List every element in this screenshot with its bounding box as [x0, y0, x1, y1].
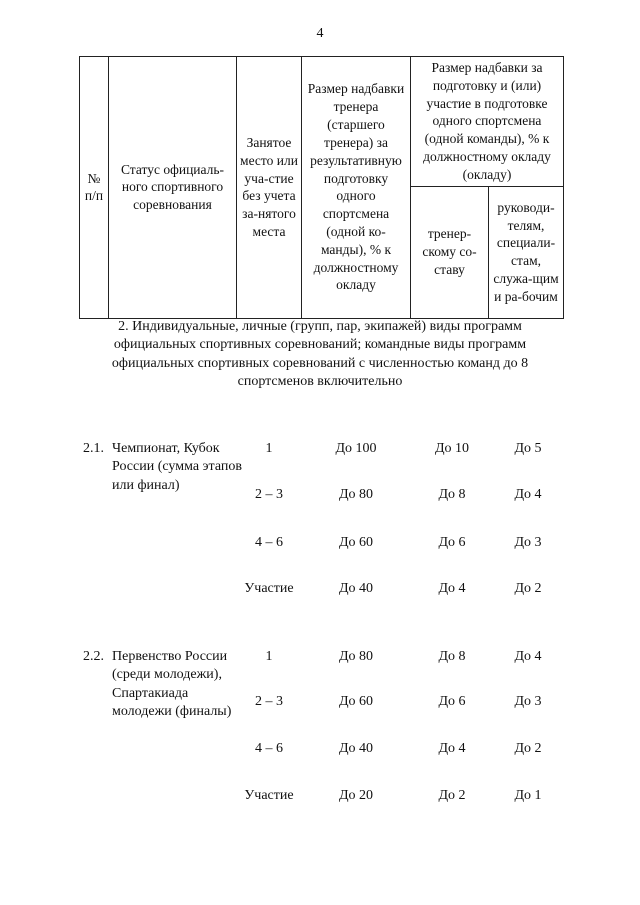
coach-allowance-cell: До 40 [338, 741, 374, 756]
place-cell: 2 – 3 [255, 694, 283, 709]
place-cell: 2 – 3 [255, 487, 283, 502]
staff-allowance-cell: До 4 [514, 487, 542, 502]
trainers-allowance-cell: До 6 [438, 535, 466, 550]
coach-allowance-cell: До 100 [335, 441, 377, 456]
place-cell: 1 [265, 441, 273, 456]
header-col-coach: Размер надбавки тренера (старшего тренера) за результативную подготовку одного спортсмена (одной ко-манды), % к должностному окладу [302, 57, 411, 319]
header-col-prep-group: Размер надбавки за подготовку и (или) участие в подготовке одного спортсмена (одной команды), % к должностному окладу (окладу) [411, 57, 564, 187]
trainers-allowance-cell: До 4 [438, 581, 466, 596]
place-cell: Участие [244, 581, 294, 596]
trainers-allowance-cell: До 10 [434, 441, 470, 456]
header-col-place: Занятое место или уча-стие без учета за-нятого места [237, 57, 302, 319]
header-col-prep-staff: руководи-телям, специали-стам, служа-щим и ра-бочим [489, 186, 564, 318]
coach-allowance-cell: До 80 [338, 487, 374, 502]
group-number: 2.2. [83, 649, 104, 664]
section-title: 2. Индивидуальные, личные (групп, пар, экипажей) виды программ официальных спортивных соревнований; командные виды программ официальных спортивных соревнований с численностью команд до 8 спортсменов включительно [111, 319, 529, 390]
staff-allowance-cell: До 2 [514, 741, 542, 756]
competition-status: Первенство России (среди молодежи), Спартакиада молодежи (финалы) [112, 649, 232, 720]
competition-status: Чемпионат, Кубок России (сумма этапов или финал) [112, 441, 242, 493]
trainers-allowance-cell: До 4 [438, 741, 466, 756]
coach-allowance-cell: До 60 [338, 535, 374, 550]
coach-allowance-cell: До 80 [338, 649, 374, 664]
staff-allowance-cell: До 3 [514, 694, 542, 709]
table-header [79, 56, 564, 319]
place-cell: 1 [265, 649, 273, 664]
place-cell: Участие [244, 788, 294, 803]
staff-allowance-cell: До 2 [514, 581, 542, 596]
staff-allowance-cell: До 1 [514, 788, 542, 803]
staff-allowance-cell: До 4 [514, 649, 542, 664]
header-col-num: № п/п [80, 57, 109, 319]
header-col-status: Статус официаль-ного спортивного соревнования [109, 57, 237, 319]
header-col-prep-trainers: тренер-скому со-ставу [411, 186, 489, 318]
staff-allowance-cell: До 5 [514, 441, 542, 456]
place-cell: 4 – 6 [255, 535, 283, 550]
coach-allowance-cell: До 60 [338, 694, 374, 709]
group-number: 2.1. [83, 441, 104, 456]
coach-allowance-cell: До 40 [338, 581, 374, 596]
trainers-allowance-cell: До 8 [438, 487, 466, 502]
trainers-allowance-cell: До 6 [438, 694, 466, 709]
trainers-allowance-cell: До 2 [438, 788, 466, 803]
staff-allowance-cell: До 3 [514, 535, 542, 550]
place-cell: 4 – 6 [255, 741, 283, 756]
coach-allowance-cell: До 20 [338, 788, 374, 803]
page-number: 4 [316, 26, 324, 41]
trainers-allowance-cell: До 8 [438, 649, 466, 664]
